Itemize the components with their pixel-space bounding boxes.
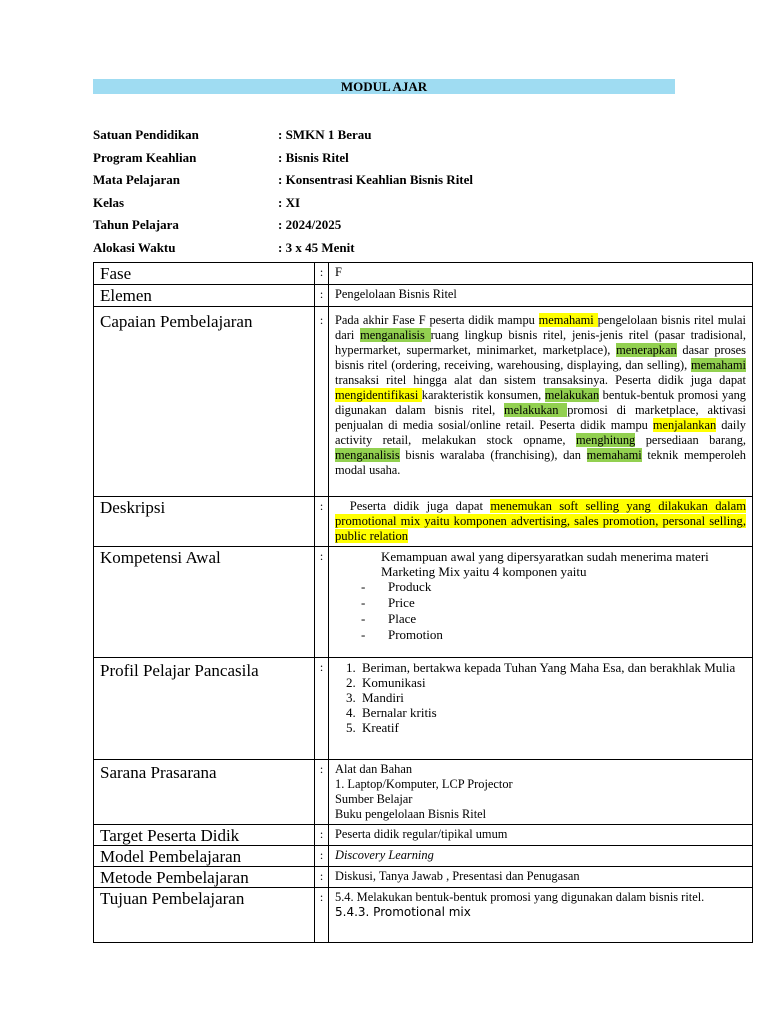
info-label: Kelas: [93, 194, 125, 210]
row-label: Capaian Pembelajaran: [94, 307, 315, 497]
row-value: Peserta didik regular/tipikal umum: [329, 825, 753, 846]
highlight-green: menganalisis: [335, 448, 400, 462]
row-fase: [94, 263, 753, 285]
highlight-green: menganalisis: [360, 328, 431, 342]
list-item: - Place: [361, 611, 746, 627]
row-tujuan: [94, 888, 753, 943]
deskripsi-text: Peserta didik juga dapat menemukan soft selling yang dilakukan dalam promotional mix yaitu komponen advertising, sales promotion, personal selling, public relation: [329, 497, 753, 547]
row-target: [94, 825, 753, 846]
list-item: - Promotion: [361, 627, 746, 643]
row-colon: :: [315, 888, 329, 943]
highlight-yellow: memahami: [538, 313, 598, 327]
row-label: Sarana Prasarana: [94, 760, 315, 825]
tujuan-line: 5.4. Melakukan bentuk-bentuk promosi yang digunakan dalam bisnis ritel.: [335, 890, 705, 904]
row-colon: :: [315, 307, 329, 497]
info-value: : SMKN 1 Berau: [278, 127, 372, 142]
highlight-green: memahami: [586, 448, 642, 462]
row-deskripsi: [94, 497, 753, 547]
info-label: Satuan Pendidikan: [93, 127, 199, 142]
tujuan-subitem: 5.4.3. Promotional mix: [335, 905, 471, 919]
info-label: Program Keahlian: [93, 149, 197, 165]
list-item: 4. Bernalar kritis: [359, 705, 746, 720]
row-value: Pengelolaan Bisnis Ritel: [329, 285, 753, 307]
row-colon: :: [315, 825, 329, 846]
highlight-yellow: menjalankan: [652, 418, 717, 432]
highlight-green: memahami: [690, 358, 746, 372]
sarana-content: [329, 760, 753, 825]
row-profil: [94, 658, 753, 760]
row-label: Model Pembelajaran: [94, 846, 315, 867]
sarana-line: Alat dan Bahan: [335, 762, 413, 776]
document-title: MODUL AJAR: [93, 79, 675, 94]
highlight-yellow: menemukan soft selling yang dilakukan dalam promotional mix yaitu komponen advertising, sales promotion, personal selling, public relation: [335, 499, 746, 543]
sarana-line: 1. Laptop/Komputer, LCP Projector: [335, 777, 513, 791]
row-label: Kompetensi Awal: [94, 547, 315, 658]
tujuan-content: [329, 888, 753, 943]
row-colon: :: [315, 285, 329, 307]
row-colon: :: [315, 547, 329, 658]
row-colon: :: [315, 497, 329, 547]
info-value: : 3 x 45 Menit: [278, 239, 355, 255]
list-item: - Price: [361, 595, 746, 611]
row-colon: :: [315, 760, 329, 825]
highlight-green: melakukan: [544, 388, 600, 402]
row-label: Profil Pelajar Pancasila: [94, 658, 315, 760]
row-model: [94, 846, 753, 867]
row-label: Target Peserta Didik: [94, 825, 315, 846]
sarana-line: Buku pengelolaan Bisnis Ritel: [335, 807, 487, 821]
sarana-line: Sumber Belajar: [335, 792, 413, 806]
row-value: Diskusi, Tanya Jawab , Presentasi dan Penugasan: [329, 867, 753, 888]
list-item: - Produck: [361, 579, 746, 595]
list-item: 5. Kreatif: [359, 720, 746, 735]
row-metode: [94, 867, 753, 888]
row-sarana: [94, 760, 753, 825]
profil-list: [335, 660, 746, 735]
list-item: 2. Komunikasi: [359, 675, 746, 690]
list-item: 3. Mandiri: [359, 690, 746, 705]
highlight-green: menerapkan: [616, 343, 677, 357]
info-label: Alokasi Waktu: [93, 239, 176, 255]
row-colon: :: [315, 263, 329, 285]
row-label: Tujuan Pembelajaran: [94, 888, 315, 943]
row-elemen: [94, 285, 753, 307]
kompetensi-content: [329, 547, 753, 658]
row-label: Metode Pembelajaran: [94, 867, 315, 888]
row-colon: :: [315, 846, 329, 867]
row-label: Fase: [94, 263, 315, 285]
profil-content: [329, 658, 753, 760]
info-value: : Konsentrasi Keahlian Bisnis Ritel: [278, 172, 474, 188]
list-item: 1. Beriman, bertakwa kepada Tuhan Yang Maha Esa, dan berakhlak Mulia: [359, 660, 746, 675]
row-label: Elemen: [94, 285, 315, 307]
row-value: Discovery Learning: [329, 846, 753, 867]
info-value: : Bisnis Ritel: [278, 149, 349, 165]
row-kompetensi: [94, 547, 753, 658]
info-value: : 2024/2025: [278, 217, 342, 233]
kompetensi-intro: Kemampuan awal yang dipersyaratkan sudah menerima materi Marketing Mix yaitu 4 komponen yaitu: [381, 549, 709, 579]
highlight-green: menghitung: [576, 433, 636, 447]
highlight-yellow: mengidentifikasi: [335, 388, 422, 402]
info-label: Tahun Pelajara: [93, 217, 179, 233]
kompetensi-list: [335, 579, 746, 643]
row-colon: :: [315, 867, 329, 888]
row-capaian: [94, 307, 753, 497]
highlight-green: melakukan: [504, 403, 568, 417]
row-label: Deskripsi: [94, 497, 315, 547]
capaian-text: Pada akhir Fase F peserta didik mampu memahami pengelolaan bisnis ritel mulai dari menganalisis ruang lingkup bisnis ritel, jenis-jenis ritel (pasar tradisional, hypermarket, supermarket, minimarket, marketplace), menerapkan dasar proses bisnis ritel (ordering, receiving, warehousing, displaying, dan selling), memahami transaksi ritel hingga alat dan sistem transaksinya. Peserta didik juga dapat mengidentifikasi karakteristik konsumen, melakukan bentuk-bentuk promosi yang digunakan dalam bisnis ritel, melakukan promosi di marketplace, aktivasi penjualan di media sosial/online retail. Peserta didik mampu menjalankan daily activity retail, melakukan stock opname, menghitung persediaan barang, menganalisis bisnis waralaba (franchising), dan memahami teknik memperoleh modal usaha.: [329, 307, 753, 497]
info-value: : XI: [278, 194, 301, 210]
row-value: F: [329, 263, 753, 285]
module-table: [93, 262, 753, 943]
info-label: Mata Pelajaran: [93, 172, 181, 188]
row-colon: :: [315, 658, 329, 760]
